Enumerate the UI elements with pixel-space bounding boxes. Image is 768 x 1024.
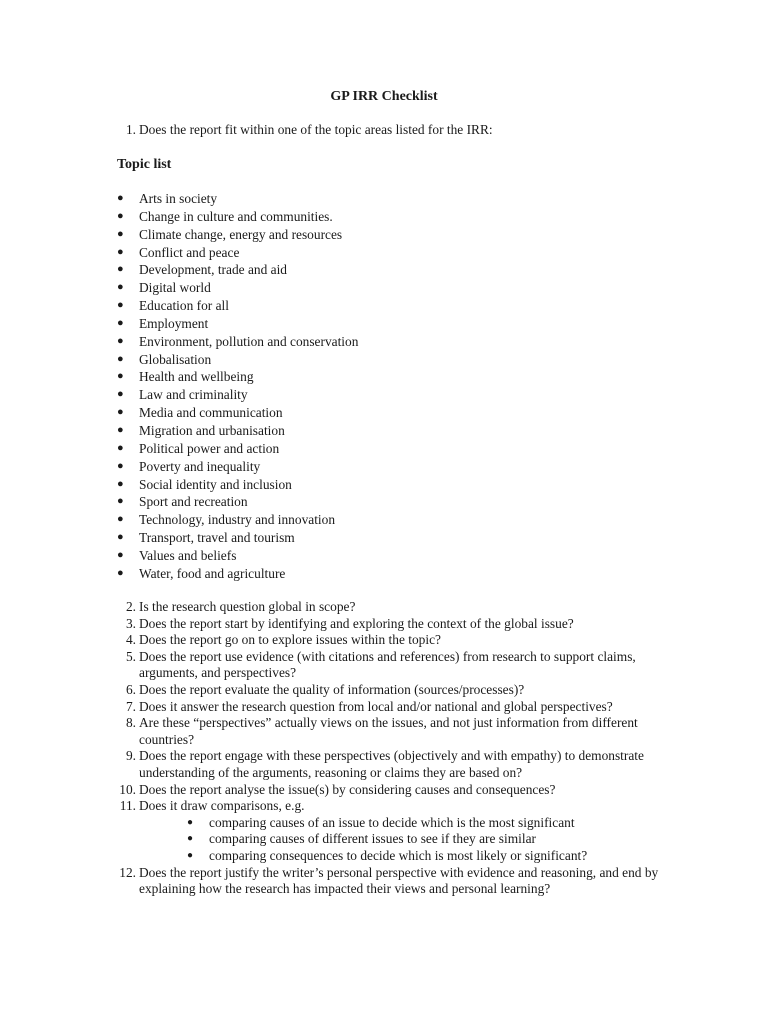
bullet-icon: ● bbox=[117, 548, 124, 561]
topic-text: Conflict and peace bbox=[139, 244, 240, 260]
topic-item bbox=[0, 208, 768, 226]
question-12 bbox=[0, 865, 768, 898]
topic-text: Migration and urbanisation bbox=[139, 422, 285, 438]
topic-item bbox=[0, 333, 768, 351]
topic-item bbox=[0, 244, 768, 262]
checklist-questions bbox=[0, 599, 768, 898]
comparison-text: comparing consequences to decide which is most likely or significant? bbox=[209, 847, 588, 863]
bullet-icon: ● bbox=[117, 316, 124, 329]
bullet-icon: ● bbox=[117, 513, 124, 526]
topic-item bbox=[0, 351, 768, 369]
topic-text: Political power and action bbox=[139, 440, 280, 456]
question-text: Does the report justify the writer’s personal perspective with evidence and reasoning, and end by explaining how the research has impacted their views and personal learning? bbox=[139, 864, 659, 897]
topic-text: Globalisation bbox=[139, 351, 212, 367]
bullet-icon: ● bbox=[117, 334, 124, 347]
question-7 bbox=[0, 699, 768, 716]
question-text: Does the report evaluate the quality of information (sources/processes)? bbox=[139, 681, 525, 697]
bullet-icon: ● bbox=[117, 531, 124, 544]
topic-text: Transport, travel and tourism bbox=[139, 530, 295, 546]
question-4 bbox=[0, 632, 768, 649]
bullet-icon: ● bbox=[117, 388, 124, 401]
question-text: Does it draw comparisons, e.g. bbox=[139, 798, 305, 814]
topic-item bbox=[0, 279, 768, 297]
comparison-text: comparing causes of an issue to decide which is the most significant bbox=[209, 814, 575, 830]
question-number: 9. bbox=[125, 748, 136, 764]
question-text: Does the report start by identifying and exploring the context of the global issue? bbox=[139, 615, 574, 631]
bullet-icon: ● bbox=[117, 477, 124, 490]
question-text: Does the report engage with these perspectives (objectively and with empathy) to demonstrate understanding of the arguments, reasoning or claims they are based on? bbox=[139, 748, 644, 780]
topic-text: Water, food and agriculture bbox=[139, 565, 286, 581]
topic-item bbox=[0, 261, 768, 279]
question-number: 11. bbox=[119, 798, 136, 814]
topic-item bbox=[0, 476, 768, 494]
question-text: Does the report go on to explore issues within the topic? bbox=[139, 632, 441, 648]
question-1 bbox=[0, 122, 768, 139]
topic-item bbox=[0, 368, 768, 386]
topic-text: Development, trade and aid bbox=[139, 262, 287, 278]
bullet-icon: ● bbox=[117, 459, 124, 472]
topic-text: Health and wellbeing bbox=[139, 369, 254, 385]
bullet-icon: ● bbox=[117, 192, 124, 204]
bullet-icon: ● bbox=[117, 423, 124, 436]
topic-text: Education for all bbox=[139, 298, 229, 314]
topic-item bbox=[0, 547, 768, 565]
topic-item bbox=[0, 565, 768, 583]
topic-item bbox=[0, 493, 768, 511]
bullet-icon: ● bbox=[117, 299, 124, 312]
question-text: Does the report fit within one of the topic areas listed for the IRR: bbox=[139, 122, 493, 137]
question-number: 8. bbox=[125, 715, 136, 731]
bullet-icon: ● bbox=[117, 227, 124, 240]
topic-item bbox=[0, 297, 768, 315]
bullet-icon: ● bbox=[117, 281, 124, 294]
topic-text: Values and beliefs bbox=[139, 547, 237, 563]
bullet-icon: ● bbox=[117, 209, 124, 222]
comparison-item bbox=[0, 815, 768, 832]
topic-text: Digital world bbox=[139, 280, 211, 296]
bullet-icon: ● bbox=[187, 833, 194, 845]
bullet-icon: ● bbox=[117, 441, 124, 454]
topic-item bbox=[0, 315, 768, 333]
question-8 bbox=[0, 715, 768, 748]
bullet-icon: ● bbox=[117, 370, 124, 383]
topic-text: Social identity and inclusion bbox=[139, 476, 292, 492]
topic-item bbox=[0, 511, 768, 529]
topic-item bbox=[0, 404, 768, 422]
question-number: 7. bbox=[125, 698, 136, 714]
question-text: Does the report use evidence (with citations and references) from research to support claims, arguments, and perspectives? bbox=[139, 648, 636, 681]
topic-text: Arts in society bbox=[139, 191, 218, 206]
question-2 bbox=[0, 599, 768, 616]
bullet-icon: ● bbox=[117, 495, 124, 508]
comparison-text: comparing causes of different issues to see if they are similar bbox=[209, 831, 536, 847]
question-text: Does it answer the research question from local and/or national and global perspectives? bbox=[139, 698, 613, 714]
question-number: 5. bbox=[125, 648, 136, 664]
topic-text: Employment bbox=[139, 315, 209, 331]
question-number: 2. bbox=[125, 599, 136, 614]
question-6 bbox=[0, 682, 768, 699]
topic-text: Sport and recreation bbox=[139, 494, 248, 510]
question-10 bbox=[0, 782, 768, 799]
question-text: Is the research question global in scope? bbox=[139, 599, 356, 614]
document-title: GP IRR Checklist bbox=[330, 89, 438, 104]
topic-text: Media and communication bbox=[139, 405, 283, 421]
question-11 bbox=[0, 798, 768, 864]
topic-item bbox=[0, 529, 768, 547]
comparison-item bbox=[0, 848, 768, 865]
topic-text: Poverty and inequality bbox=[139, 458, 261, 474]
question-number: 1. bbox=[125, 122, 136, 137]
bullet-icon: ● bbox=[117, 406, 124, 419]
topic-item bbox=[0, 386, 768, 404]
topic-text: Environment, pollution and conservation bbox=[139, 333, 359, 349]
bullet-icon: ● bbox=[187, 849, 194, 861]
question-number: 4. bbox=[125, 632, 136, 648]
bullet-icon: ● bbox=[117, 352, 124, 365]
question-number: 10. bbox=[119, 781, 136, 797]
question-number: 6. bbox=[125, 681, 136, 697]
topic-text: Climate change, energy and resources bbox=[139, 226, 343, 242]
question-9 bbox=[0, 748, 768, 781]
topic-item bbox=[0, 440, 768, 458]
topic-text: Law and criminality bbox=[139, 387, 248, 403]
topic-item bbox=[0, 226, 768, 244]
question-text: Are these “perspectives” actually views on the issues, and not just information from different countries? bbox=[139, 715, 638, 747]
topic-item bbox=[0, 190, 768, 208]
topic-text: Change in culture and communities. bbox=[139, 208, 333, 224]
bullet-icon: ● bbox=[117, 566, 124, 579]
bullet-icon: ● bbox=[117, 263, 124, 276]
question-number: 3. bbox=[125, 615, 136, 631]
question-text: Does the report analyse the issue(s) by considering causes and consequences? bbox=[139, 781, 556, 797]
topic-text: Technology, industry and innovation bbox=[139, 512, 336, 528]
question-3 bbox=[0, 616, 768, 633]
topic-list bbox=[0, 190, 768, 583]
comparison-item bbox=[0, 831, 768, 848]
bullet-icon: ● bbox=[187, 816, 194, 828]
topic-item bbox=[0, 458, 768, 476]
topic-list-heading: Topic list bbox=[117, 157, 172, 172]
question-5 bbox=[0, 649, 768, 682]
topic-item bbox=[0, 422, 768, 440]
comparison-list bbox=[0, 815, 768, 865]
question-number: 12. bbox=[119, 864, 136, 880]
bullet-icon: ● bbox=[117, 245, 124, 258]
